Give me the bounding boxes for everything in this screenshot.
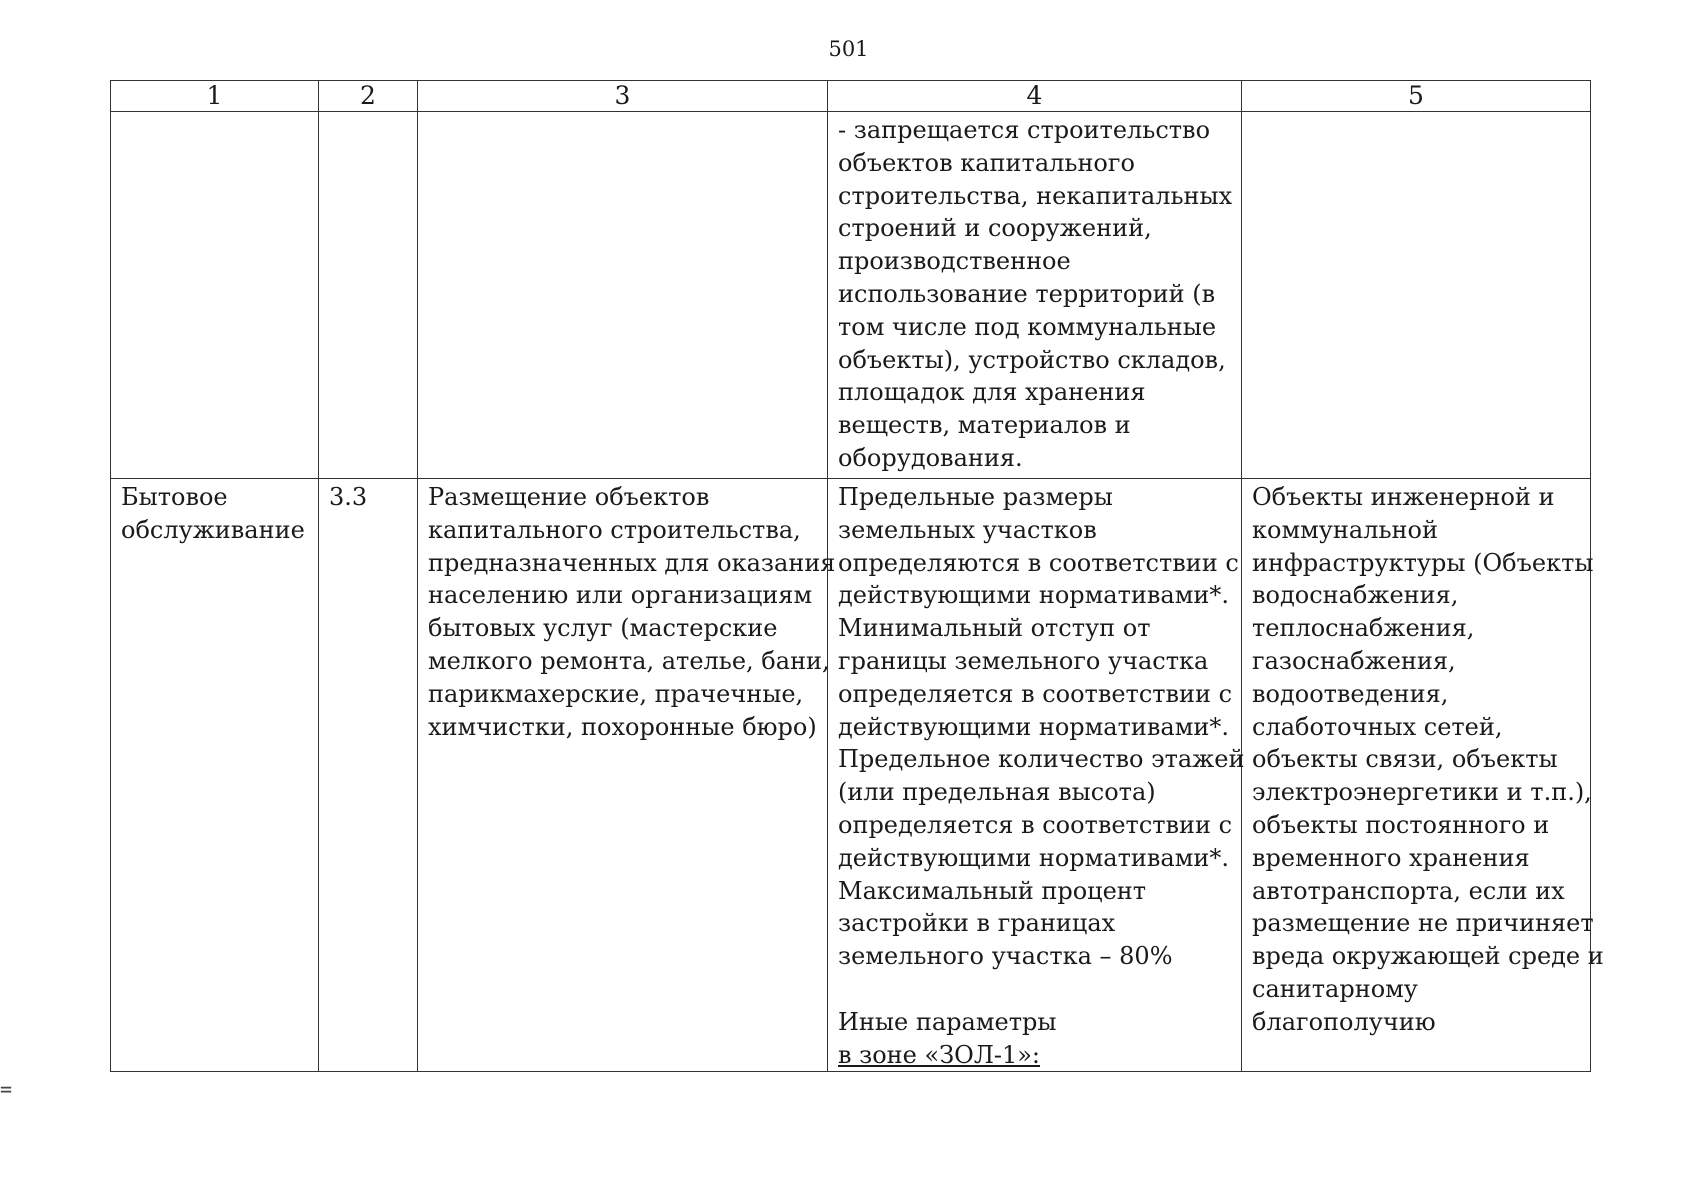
column-header-3: 3 — [418, 81, 828, 112]
text-line: вреда окружающей среде и — [1252, 942, 1604, 971]
text-line: Иные параметры — [838, 1007, 1057, 1036]
zone-reference: в зоне «ЗОЛ-1»: — [838, 1040, 1040, 1069]
text-line: размещение не причиняет — [1252, 909, 1594, 938]
text-line: границы земельного участка — [838, 646, 1209, 675]
cell-use-name — [111, 112, 319, 479]
text-line: земельных участков — [838, 515, 1097, 544]
text-line: предназначенных для оказания — [428, 548, 836, 577]
column-header-5: 5 — [1242, 81, 1591, 112]
table-row — [111, 112, 1591, 479]
text-line: теплоснабжения, — [1252, 614, 1475, 643]
text-line: благополучию — [1252, 1007, 1436, 1036]
text-line: Минимальный отступ от — [838, 614, 1151, 643]
text-line: веществ, материалов и — [838, 411, 1131, 440]
text-line: определяется в соответствии с — [838, 810, 1233, 839]
cell-use-description — [418, 479, 836, 1072]
text-line: электроэнергетики и т.п.), — [1252, 778, 1592, 807]
text-line: объекты связи, объекты — [1252, 745, 1558, 774]
text-line: определяется в соответствии с — [838, 679, 1233, 708]
text-line: инфраструктуры (Объекты — [1252, 548, 1594, 577]
column-header-1: 1 — [111, 81, 319, 112]
text-line: действующими нормативами*. — [838, 712, 1229, 741]
cell-use-code — [319, 479, 418, 1072]
text-line: мелкого ремонта, ателье, бани, — [428, 646, 830, 675]
regulations-table — [110, 80, 1604, 1072]
text-line: слаботочных сетей, — [1252, 712, 1503, 741]
text-line: автотранспорта, если их — [1252, 876, 1565, 905]
text-line: бытовых услуг (мастерские — [428, 614, 778, 643]
page-number: 501 — [828, 37, 869, 61]
cell-auxiliary-uses — [1242, 112, 1591, 479]
text-line: парикмахерские, прачечные, — [428, 679, 804, 708]
text-line: объектов капитального — [838, 148, 1135, 177]
text-line: Предельное количество этажей — [838, 745, 1245, 774]
text-line: химчистки, похоронные бюро) — [428, 712, 817, 741]
cell-use-code — [319, 112, 418, 479]
margin-mark: = — [0, 1077, 13, 1101]
cell-use-description — [418, 112, 828, 479]
text-line: строений и сооружений, — [838, 214, 1152, 243]
text-line: оборудования. — [838, 443, 1023, 472]
table-row — [111, 479, 1591, 1072]
text-line: - запрещается строительство — [838, 116, 1211, 144]
text-line: водоснабжения, — [1252, 581, 1459, 610]
column-header-2: 2 — [319, 81, 418, 112]
text-line: обслуживание — [121, 515, 305, 544]
cell-auxiliary-uses — [1242, 479, 1604, 1072]
column-header-4: 4 — [828, 81, 1242, 112]
text-line: временного хранения — [1252, 843, 1530, 872]
text-line: Бытовое — [121, 483, 228, 511]
text-line: определяются в соответствии с — [838, 548, 1239, 577]
text-line: земельного участка – 80% — [838, 942, 1173, 971]
text-line: действующими нормативами*. — [838, 843, 1229, 872]
table-header-row — [111, 81, 1591, 112]
cell-use-name — [111, 479, 319, 1072]
text-line: использование территорий (в — [838, 279, 1216, 308]
text-line: 3.3 — [329, 483, 368, 511]
cell-parameters — [828, 112, 1242, 479]
text-line: газоснабжения, — [1252, 646, 1456, 675]
text-line: Предельные размеры — [838, 483, 1113, 511]
text-line: площадок для хранения — [838, 378, 1146, 407]
text-line — [838, 973, 1231, 1006]
text-line: действующими нормативами*. — [838, 581, 1229, 610]
text-line: застройки в границах — [838, 909, 1116, 938]
text-line: том числе под коммунальные — [838, 312, 1217, 341]
text-line: водоотведения, — [1252, 679, 1449, 708]
text-line: объекты постоянного и — [1252, 810, 1550, 839]
text-line: объекты), устройство складов, — [838, 345, 1226, 374]
text-line: Максимальный процент — [838, 876, 1147, 905]
text-line: санитарному — [1252, 974, 1418, 1003]
cell-parameters — [828, 479, 1245, 1072]
text-line: Объекты инженерной и — [1252, 483, 1555, 511]
text-line: Размещение объектов — [428, 483, 710, 511]
text-line: населению или организациям — [428, 581, 813, 610]
text-line: (или предельная высота) — [838, 778, 1156, 807]
text-line: производственное — [838, 247, 1071, 276]
text-line: капитального строительства, — [428, 515, 801, 544]
text-line: строительства, некапитальных — [838, 181, 1233, 210]
text-line: коммунальной — [1252, 515, 1438, 544]
